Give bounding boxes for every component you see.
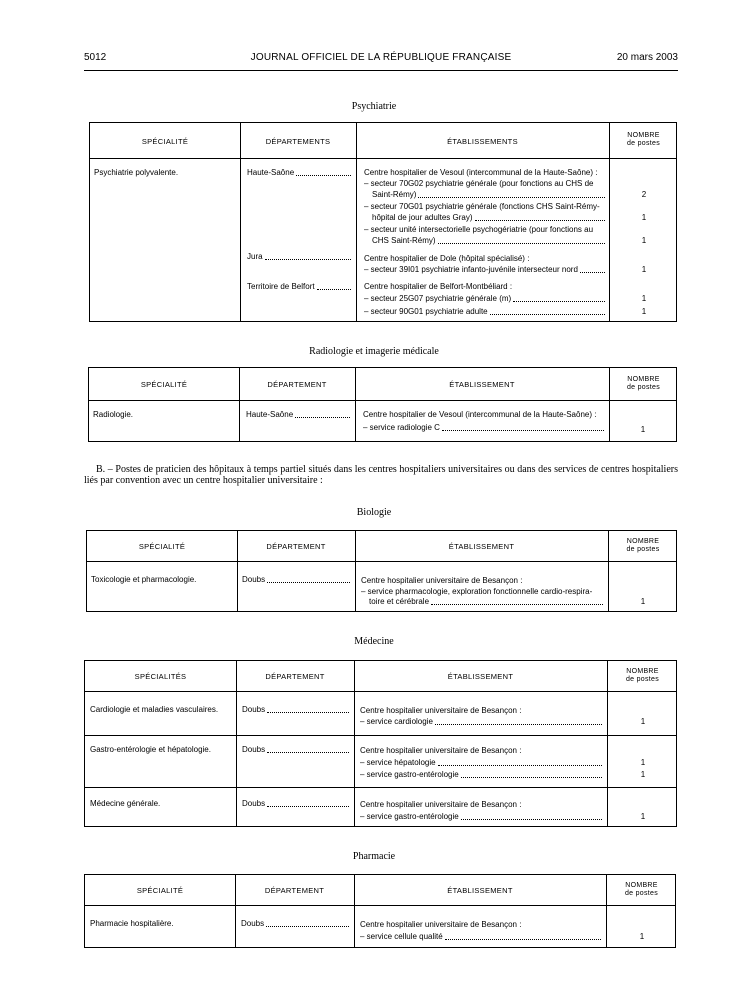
section-title-radiologie: Radiologie et imagerie médicale (309, 346, 439, 357)
table-radiologie (88, 367, 677, 442)
header-nombre: NOMBRE de postes (625, 668, 660, 683)
postes-count: 1 (641, 213, 647, 222)
postes-count: 1 (641, 294, 647, 303)
header-departement: DÉPARTEMENT (266, 542, 326, 551)
header-nombre: NOMBRE de postes (626, 538, 660, 553)
service-line: – secteur 90G01 psychiatrie adulte (364, 306, 605, 317)
header-etablissement: ÉTABLISSEMENT (448, 542, 515, 551)
etablissement-name: Centre hospitalier de Dole (hôpital spécialisé) : (364, 254, 530, 263)
dept-cell: Jura (247, 251, 351, 262)
service-line: hôpital de jour adultes Gray) (372, 212, 605, 223)
service-line: – secteur 39I01 psychiatrie infanto-juvénile intersecteur nord (364, 264, 605, 275)
service-line: – service radiologie C (363, 422, 604, 433)
service-line: – secteur unité intersectorielle psychogériatrie (pour fonctions au (364, 225, 594, 234)
header-nombre: NOMBRE de postes (626, 376, 661, 391)
header-nombre: NOMBRE de postes (624, 882, 659, 897)
section-title-psychiatrie: Psychiatrie (351, 101, 397, 112)
service-line: CHS Saint-Rémy) (372, 235, 605, 246)
header-nombre: NOMBRE de postes (626, 132, 661, 147)
dept-cell: Doubs (242, 574, 350, 585)
postes-count: 1 (640, 812, 646, 821)
service-line: – service cardiologie (360, 716, 602, 727)
journal-title: JOURNAL OFFICIEL DE LA RÉPUBLIQUE FRANÇAISE (250, 52, 512, 63)
dept-cell: Doubs (242, 798, 349, 809)
service-line: Saint-Rémy) (372, 189, 605, 200)
header-specialite: SPÉCIALITÉ (141, 137, 189, 146)
specialite-cell: Pharmacie hospitalière. (90, 919, 174, 928)
specialite-cell: Psychiatrie polyvalente. (94, 168, 179, 177)
header-specialite: SPÉCIALITÉ (138, 542, 186, 551)
header-departement: DÉPARTEMENT (267, 380, 327, 389)
header-etablissement: ÉTABLISSEMENT (447, 886, 513, 895)
service-line: – secteur 25G07 psychiatrie générale (m) (364, 293, 605, 304)
page-header (84, 50, 678, 71)
paragraph-b: B. – Postes de praticien des hôpitaux à temps partiel situés dans les centres hospitaliers universitaires ou dans des services de centres hospitaliers liés par convention avec un centre hospitalier universitaire : (84, 464, 678, 486)
table-pharmacie (84, 874, 676, 948)
dept-cell: Territoire de Belfort (247, 281, 351, 292)
postes-count: 1 (640, 425, 646, 434)
service-line: toire et cérébrale (369, 596, 603, 607)
table-biologie (86, 530, 677, 612)
header-etablissements: ÉTABLISSEMENTS (447, 137, 518, 146)
etablissement-name: Centre hospitalier universitaire de Besançon : (360, 706, 522, 715)
service-line: – service cellule qualité (360, 931, 601, 942)
etablissement-name: Centre hospitalier universitaire de Besançon : (360, 746, 522, 755)
postes-count: 1 (641, 236, 647, 245)
etablissement-name: Centre hospitalier de Belfort-Montbéliard : (364, 282, 513, 291)
etablissement-name: Centre hospitalier universitaire de Besançon : (360, 800, 522, 809)
specialite-cell: Cardiologie et maladies vasculaires. (90, 705, 219, 714)
service-line: – secteur 70G02 psychiatrie générale (pour fonctions au CHS de (364, 179, 594, 188)
dept-cell: Doubs (242, 744, 349, 755)
section-title-biologie: Biologie (356, 507, 392, 518)
postes-count: 1 (640, 717, 646, 726)
postes-count: 1 (641, 307, 647, 316)
specialite-cell: Médecine générale. (90, 799, 161, 808)
postes-count: 1 (641, 265, 647, 274)
etablissement-name: Centre hospitalier de Vesoul (intercommunal de la Haute-Saône) : (363, 410, 597, 419)
page-number: 5012 (84, 52, 107, 63)
publication-date: 20 mars 2003 (616, 52, 678, 63)
header-etablissement: ÉTABLISSEMENT (447, 672, 514, 681)
section-title-pharmacie: Pharmacie (352, 851, 396, 862)
etablissement-name: Centre hospitalier universitaire de Besançon : (360, 920, 522, 929)
dept-cell: Doubs (241, 918, 349, 929)
etablissement-name: Centre hospitalier universitaire de Besançon : (361, 576, 523, 585)
section-title-medecine: Médecine (354, 636, 394, 647)
postes-count: 1 (639, 932, 645, 941)
header-departement: DÉPARTEMENT (265, 672, 325, 681)
service-line: – secteur 70G01 psychiatrie générale (fonctions CHS Saint-Rémy- (364, 202, 600, 211)
etablissement-name: Centre hospitalier de Vesoul (intercommunal de la Haute-Saône) : (364, 168, 598, 177)
dept-cell: Doubs (242, 704, 349, 715)
specialite-cell: Gastro-entérologie et hépatologie. (90, 745, 211, 754)
header-specialites: SPÉCIALITÉS (134, 672, 187, 681)
postes-count: 1 (640, 770, 646, 779)
specialite-cell: Toxicologie et pharmacologie. (91, 575, 197, 584)
header-specialite: SPÉCIALITÉ (136, 886, 184, 895)
postes-count: 1 (640, 597, 646, 606)
table-medecine (84, 660, 677, 827)
service-line: – service gastro-entérologie (360, 811, 602, 822)
header-departements: DÉPARTEMENTS (265, 137, 331, 146)
header-specialite: SPÉCIALITÉ (140, 380, 188, 389)
table-psychiatrie (89, 122, 677, 322)
specialite-cell: Radiologie. (93, 410, 134, 419)
service-line: – service pharmacologie, exploration fonctionnelle cardio-respira- (361, 587, 593, 596)
header-departement: DÉPARTEMENT (264, 886, 325, 895)
postes-count: 2 (641, 190, 647, 199)
service-line: – service gastro-entérologie (360, 769, 602, 780)
service-line: – service hépatologie (360, 757, 602, 768)
dept-cell: Haute-Saône (247, 167, 351, 178)
dept-cell: Haute-Saône (246, 409, 350, 420)
header-etablissement: ÉTABLISSEMENT (449, 380, 515, 389)
postes-count: 1 (640, 758, 646, 767)
